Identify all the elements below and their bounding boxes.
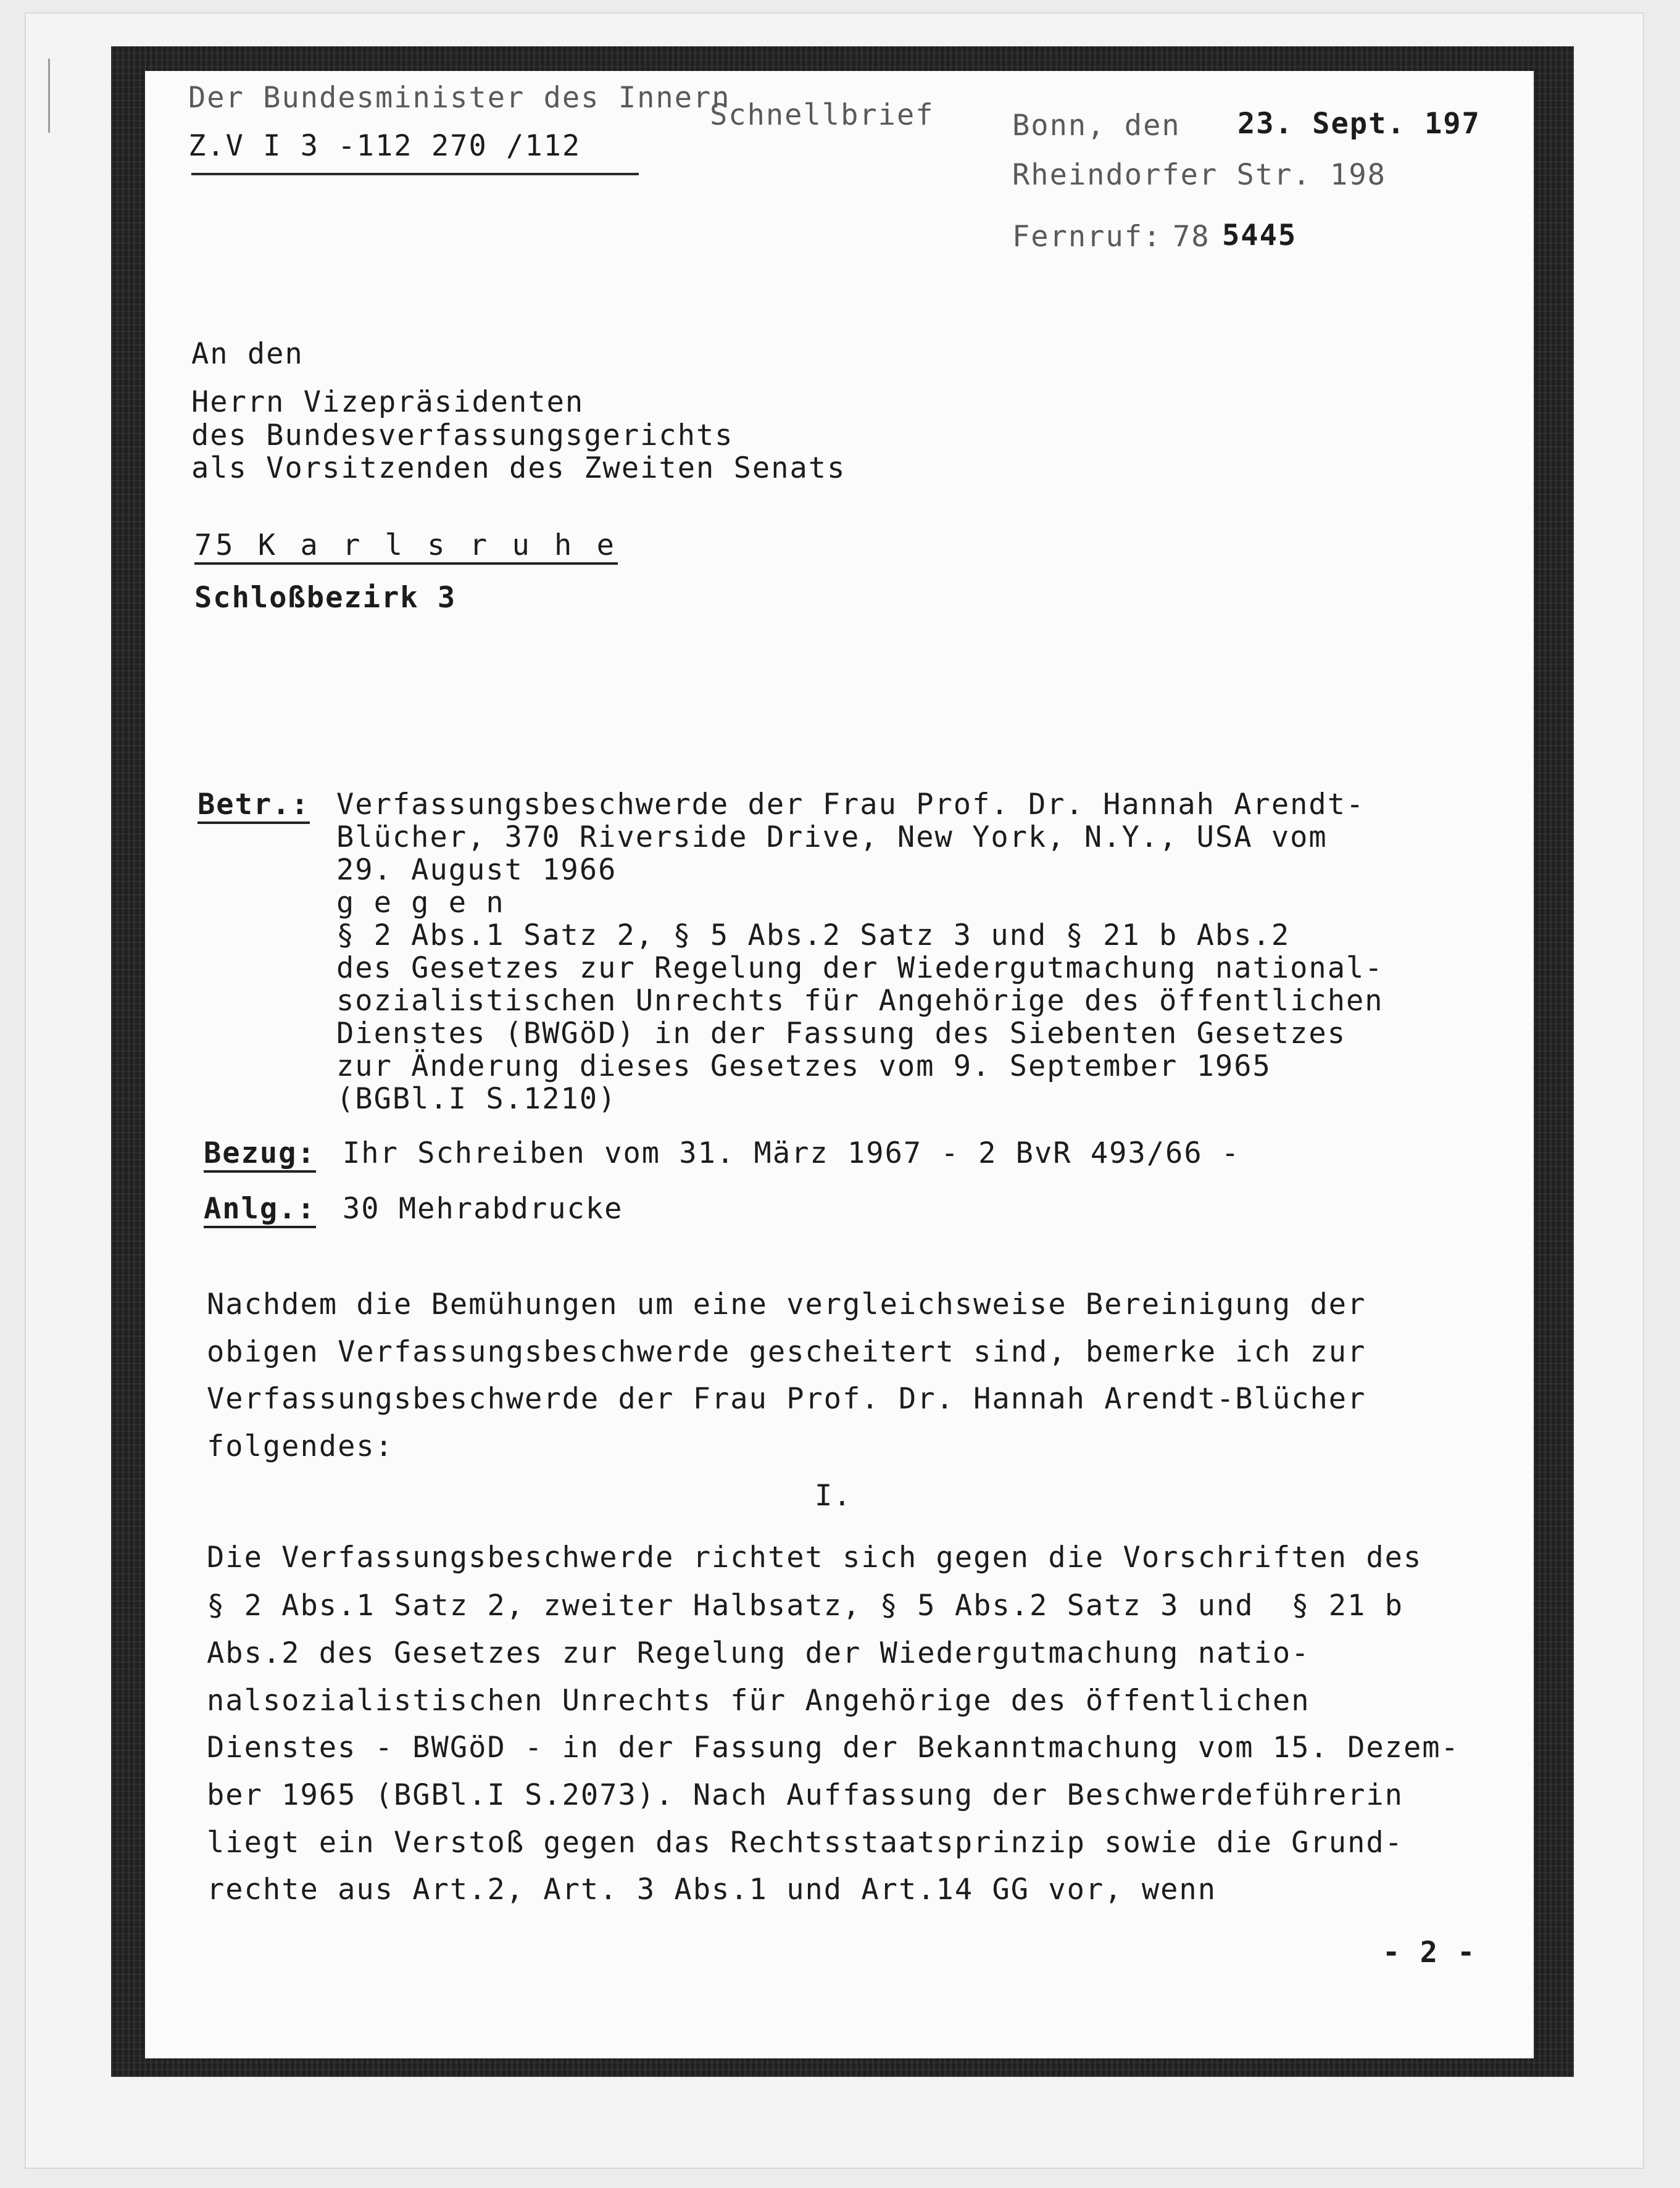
subject-line: Blücher, 370 Riverside Drive, New York, N.Y., USA vom <box>336 820 1328 854</box>
reference-number: Z.V I 3 -112 270 /112 <box>188 129 581 163</box>
intro-line: obigen Verfassungsbeschwerde gescheitert sind, bemerke ich zur <box>207 1335 1366 1369</box>
recipient-line-4: als Vorsitzenden des Zweiten Senats <box>191 451 846 485</box>
section-line: § 2 Abs.1 Satz 2, zweiter Halbsatz, § 5 Abs.2 Satz 3 und § 21 b <box>207 1589 1403 1623</box>
phone-prefix: 78 <box>1173 220 1210 254</box>
section-line: ber 1965 (BGBl.I S.2073). Nach Auffassung der Beschwerdeführerin <box>207 1778 1403 1812</box>
section-line: liegt ein Verstoß gegen das Rechtsstaatsprinzip sowie die Grund- <box>207 1826 1403 1860</box>
section-line: nalsozialistischen Unrechts für Angehörige des öffentlichen <box>207 1684 1310 1718</box>
attachment-text: 30 Mehrabdrucke <box>343 1192 623 1226</box>
margin-mark <box>48 59 50 133</box>
subject-line: sozialistischen Unrechts für Angehörige des öffentlichen <box>336 984 1384 1018</box>
recipient-city: 75 K a r l s r u h e <box>194 531 618 565</box>
section-line: Abs.2 des Gesetzes zur Regelung der Wiedergutmachung natio- <box>207 1636 1310 1670</box>
section-line: rechte aus Art.2, Art. 3 Abs.1 und Art.14 GG vor, wenn <box>207 1873 1217 1907</box>
subject-label: Betr.: <box>198 790 310 824</box>
street-address: Rheindorfer Str. 198 <box>1012 158 1386 192</box>
intro-line: Verfassungsbeschwerde der Frau Prof. Dr. Hannah Arendt-Blücher <box>207 1382 1366 1416</box>
recipient-line-3: des Bundesverfassungsgerichts <box>191 418 734 452</box>
page-marker: - 2 - <box>1383 1936 1476 1970</box>
section-line: Die Verfassungsbeschwerde richtet sich gegen die Vorschriften des <box>207 1541 1423 1574</box>
subject-line: Dienstes (BWGöD) in der Fassung des Siebenten Gesetzes <box>336 1017 1347 1050</box>
letter-page <box>145 71 1534 2058</box>
sender-line: Der Bundesminister des Innern <box>188 81 731 115</box>
recipient-address: Schloßbezirk 3 <box>194 581 457 615</box>
subject-line: g e g e n <box>336 886 505 920</box>
recipient-line-2: Herrn Vizepräsidenten <box>191 385 584 419</box>
section-line: Dienstes - BWGöD - in der Fassung der Bekanntmachung vom 15. Dezem- <box>207 1731 1460 1765</box>
recipient-line-1: An den <box>191 337 304 371</box>
intro-line: folgendes: <box>207 1429 394 1463</box>
reference-label: Bezug: <box>204 1139 316 1173</box>
attachment-label: Anlg.: <box>204 1194 316 1228</box>
intro-line: Nachdem die Bemühungen um eine vergleichsweise Bereinigung der <box>207 1287 1366 1321</box>
letter-date: 23. Sept. 197 <box>1237 107 1481 141</box>
reference-rule <box>191 173 639 175</box>
subject-line: § 2 Abs.1 Satz 2, § 5 Abs.2 Satz 3 und § 21 b Abs.2 <box>336 918 1291 952</box>
subject-line: 29. August 1966 <box>336 853 617 887</box>
subject-line: zur Änderung dieses Gesetzes vom 9. September 1965 <box>336 1049 1271 1083</box>
memo-type: Schnellbrief <box>710 98 934 132</box>
phone-number: 5445 <box>1222 218 1297 252</box>
subject-line: (BGBl.I S.1210) <box>336 1082 617 1116</box>
reference-text: Ihr Schreiben vom 31. März 1967 - 2 BvR 493/66 - <box>343 1136 1241 1170</box>
phone-label: Fernruf: <box>1012 220 1162 254</box>
section-heading: I. <box>815 1479 852 1513</box>
place-date-prefix: Bonn, den <box>1012 109 1181 143</box>
subject-line: des Gesetzes zur Regelung der Wiedergutmachung national- <box>336 951 1384 985</box>
subject-line: Verfassungsbeschwerde der Frau Prof. Dr. Hannah Arendt- <box>336 788 1365 822</box>
